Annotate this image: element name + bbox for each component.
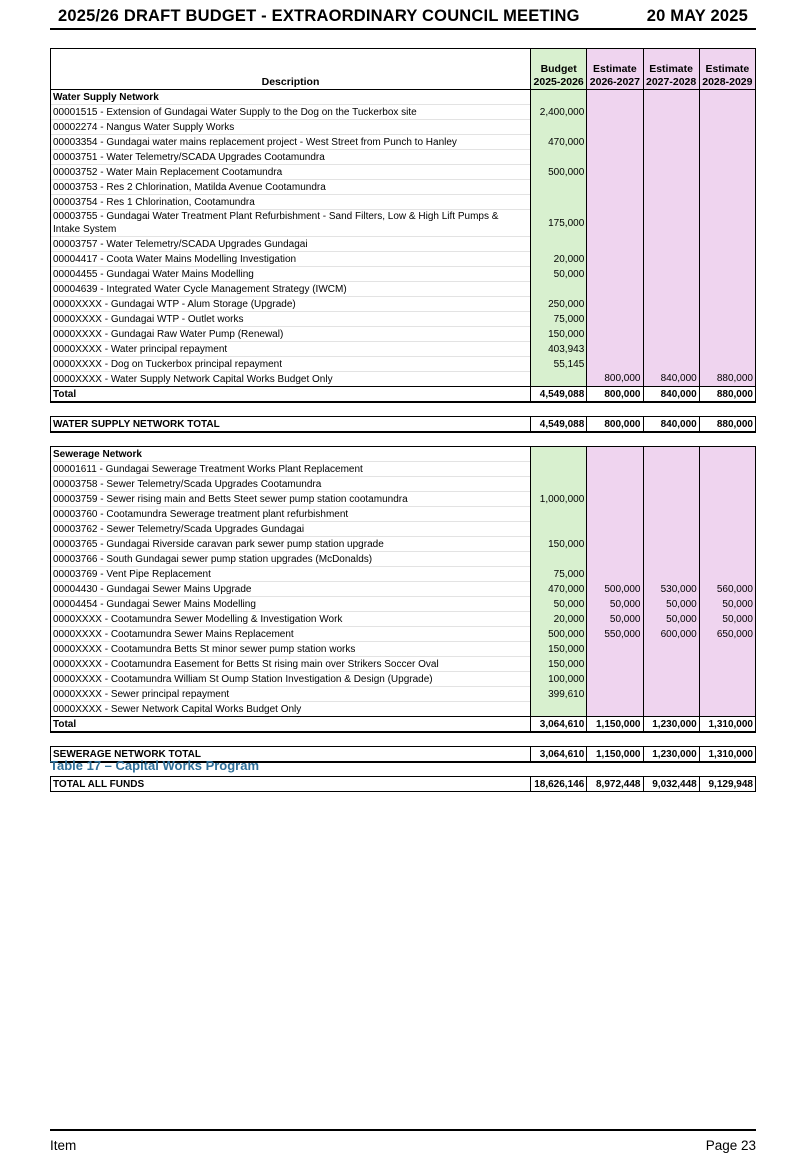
row-estimate-3 — [699, 342, 755, 357]
row-estimate-3 — [699, 687, 755, 702]
row-estimate-2 — [643, 552, 699, 567]
sewer-title-estimate-3-cell — [699, 447, 755, 462]
water-grand-total-e1: 800,000 — [587, 417, 643, 433]
row-estimate-3 — [699, 537, 755, 552]
sewer-section — [51, 447, 756, 777]
row-estimate-3: 50,000 — [699, 612, 755, 627]
row-estimate-1 — [587, 165, 643, 180]
col-header-budget — [531, 49, 587, 90]
row-estimate-3 — [699, 195, 755, 210]
row-budget: 75,000 — [531, 567, 587, 582]
total-all-funds-label: TOTAL ALL FUNDS — [51, 777, 531, 792]
row-budget: 175,000 — [531, 210, 587, 237]
row-estimate-1 — [587, 135, 643, 150]
sewer-grand-total-label: SEWERAGE NETWORK TOTAL — [51, 747, 531, 763]
row-estimate-3: 650,000 — [699, 627, 755, 642]
row-estimate-3 — [699, 267, 755, 282]
table-row — [51, 492, 756, 507]
table-row — [51, 120, 756, 135]
row-estimate-2 — [643, 195, 699, 210]
col-header-estimate-2 — [643, 49, 699, 90]
sewer-total-row — [51, 717, 756, 733]
row-estimate-2 — [643, 237, 699, 252]
row-budget: 100,000 — [531, 672, 587, 687]
row-estimate-1 — [587, 522, 643, 537]
row-estimate-2 — [643, 252, 699, 267]
row-description: 00003757 - Water Telemetry/SCADA Upgrades Gundagai — [51, 237, 531, 252]
sewer-title-estimate-1-cell — [587, 447, 643, 462]
row-estimate-3 — [699, 180, 755, 195]
row-estimate-2 — [643, 282, 699, 297]
row-estimate-1 — [587, 312, 643, 327]
row-estimate-1 — [587, 552, 643, 567]
row-estimate-2: 50,000 — [643, 612, 699, 627]
row-budget: 150,000 — [531, 537, 587, 552]
row-budget — [531, 237, 587, 252]
water-gap-after-cell — [51, 432, 756, 447]
row-budget — [531, 477, 587, 492]
sewer-total-e1: 1,150,000 — [587, 717, 643, 733]
row-estimate-3 — [699, 567, 755, 582]
water-gap-after-row — [51, 432, 756, 447]
col-header-estimate-3-line1: Estimate — [705, 63, 750, 75]
row-estimate-3 — [699, 165, 755, 180]
row-estimate-2 — [643, 522, 699, 537]
row-estimate-1: 50,000 — [587, 597, 643, 612]
row-estimate-2 — [643, 327, 699, 342]
row-estimate-2 — [643, 135, 699, 150]
row-budget: 150,000 — [531, 657, 587, 672]
table-caption: Table 17 – Capital Works Program — [50, 758, 260, 773]
water-grand-total-b: 4,549,088 — [531, 417, 587, 433]
table-row — [51, 522, 756, 537]
row-estimate-1 — [587, 342, 643, 357]
sewer-gap-row — [51, 732, 756, 747]
table-row — [51, 537, 756, 552]
row-description: 00003758 - Sewer Telemetry/Scada Upgrades Cootamundra — [51, 477, 531, 492]
sewer-title-row — [51, 447, 756, 462]
table-row — [51, 477, 756, 492]
row-estimate-3 — [699, 282, 755, 297]
row-description: 0000XXXX - Sewer principal repayment — [51, 687, 531, 702]
water-title-estimate-3-cell — [699, 90, 755, 105]
water-gap-cell — [51, 402, 756, 417]
document-title: 2025/26 DRAFT BUDGET - EXTRAORDINARY COUNCIL MEETING — [58, 7, 580, 25]
row-estimate-1 — [587, 120, 643, 135]
row-estimate-1 — [587, 687, 643, 702]
page-number: Page 23 — [705, 1138, 756, 1153]
row-description: 0000XXXX - Water Supply Network Capital Works Budget Only — [51, 372, 531, 387]
row-description: 00003354 - Gundagai water mains replacement project - West Street from Punch to Hanley — [51, 135, 531, 150]
row-estimate-2: 600,000 — [643, 627, 699, 642]
col-header-estimate-1-line1: Estimate — [592, 63, 637, 75]
sewer-gap-cell — [51, 732, 756, 747]
row-estimate-3 — [699, 522, 755, 537]
sewer-total-e2: 1,230,000 — [643, 717, 699, 733]
row-estimate-3 — [699, 150, 755, 165]
row-description: 0000XXXX - Cootamundra William St Oump Station Investigation & Design (Upgrade) — [51, 672, 531, 687]
row-budget: 20,000 — [531, 252, 587, 267]
row-estimate-2 — [643, 357, 699, 372]
row-description: 00003769 - Vent Pipe Replacement — [51, 567, 531, 582]
row-budget: 399,610 — [531, 687, 587, 702]
table-row — [51, 372, 756, 387]
row-estimate-1 — [587, 537, 643, 552]
col-header-description: Description — [51, 49, 531, 90]
row-estimate-1 — [587, 657, 643, 672]
table-row — [51, 627, 756, 642]
row-estimate-2 — [643, 120, 699, 135]
row-estimate-2 — [643, 657, 699, 672]
row-estimate-3 — [699, 135, 755, 150]
row-estimate-1 — [587, 357, 643, 372]
row-estimate-1 — [587, 267, 643, 282]
row-estimate-2 — [643, 537, 699, 552]
row-description: 00003751 - Water Telemetry/SCADA Upgrades Cootamundra — [51, 150, 531, 165]
row-estimate-2 — [643, 105, 699, 120]
table-row — [51, 657, 756, 672]
table-row — [51, 342, 756, 357]
row-estimate-2 — [643, 702, 699, 717]
table-row — [51, 687, 756, 702]
table-row — [51, 252, 756, 267]
row-description: 00001611 - Gundagai Sewerage Treatment Works Plant Replacement — [51, 462, 531, 477]
table-row — [51, 135, 756, 150]
row-budget — [531, 702, 587, 717]
row-estimate-2 — [643, 165, 699, 180]
row-estimate-1 — [587, 702, 643, 717]
row-budget: 500,000 — [531, 165, 587, 180]
row-budget: 150,000 — [531, 642, 587, 657]
table-row — [51, 297, 756, 312]
water-title-estimate-2-cell — [643, 90, 699, 105]
sewer-total-label: Total — [51, 717, 531, 733]
row-estimate-2 — [643, 492, 699, 507]
row-description: 00003765 - Gundagai Riverside caravan park sewer pump station upgrade — [51, 537, 531, 552]
total-all-funds-estimate-1: 8,972,448 — [587, 777, 643, 792]
row-estimate-3 — [699, 105, 755, 120]
row-estimate-2 — [643, 267, 699, 282]
col-header-estimate-2-line2: 2027-2028 — [646, 76, 697, 88]
row-budget — [531, 195, 587, 210]
sewer-section-title: Sewerage Network — [51, 447, 531, 462]
row-estimate-3 — [699, 657, 755, 672]
row-estimate-1: 50,000 — [587, 612, 643, 627]
row-description: 00003753 - Res 2 Chlorination, Matilda Avenue Cootamundra — [51, 180, 531, 195]
row-budget — [531, 180, 587, 195]
row-budget — [531, 462, 587, 477]
total-all-funds-estimate-2: 9,032,448 — [643, 777, 699, 792]
row-budget: 250,000 — [531, 297, 587, 312]
row-estimate-1 — [587, 150, 643, 165]
row-estimate-1 — [587, 462, 643, 477]
table-row — [51, 672, 756, 687]
row-estimate-3 — [699, 357, 755, 372]
row-estimate-3 — [699, 702, 755, 717]
row-estimate-2 — [643, 642, 699, 657]
row-description: 00002274 - Nangus Water Supply Works — [51, 120, 531, 135]
row-budget: 1,000,000 — [531, 492, 587, 507]
col-header-estimate-1-line2: 2026-2027 — [589, 76, 640, 88]
row-budget: 403,943 — [531, 342, 587, 357]
table-row — [51, 327, 756, 342]
col-header-budget-line2: 2025-2026 — [533, 76, 584, 88]
sewer-total-e3: 1,310,000 — [699, 717, 755, 733]
sewer-title-budget-cell — [531, 447, 587, 462]
row-description: 0000XXXX - Cootamundra Betts St minor sewer pump station works — [51, 642, 531, 657]
row-budget: 500,000 — [531, 627, 587, 642]
row-estimate-2 — [643, 180, 699, 195]
row-budget: 50,000 — [531, 267, 587, 282]
row-estimate-3 — [699, 492, 755, 507]
row-estimate-1 — [587, 210, 643, 237]
row-budget — [531, 120, 587, 135]
row-estimate-2 — [643, 687, 699, 702]
row-estimate-3 — [699, 477, 755, 492]
table-row — [51, 237, 756, 252]
sewer-grand-total-e1: 1,150,000 — [587, 747, 643, 763]
table-row — [51, 267, 756, 282]
table-row — [51, 165, 756, 180]
table-row — [51, 210, 756, 237]
row-budget: 470,000 — [531, 582, 587, 597]
table-row — [51, 312, 756, 327]
row-estimate-2 — [643, 342, 699, 357]
row-estimate-2 — [643, 312, 699, 327]
sewer-grand-total-b: 3,064,610 — [531, 747, 587, 763]
table-row — [51, 105, 756, 120]
row-budget — [531, 282, 587, 297]
water-title-estimate-1-cell — [587, 90, 643, 105]
row-description: 0000XXXX - Dog on Tuckerbox principal repayment — [51, 357, 531, 372]
row-estimate-2 — [643, 507, 699, 522]
row-description: 0000XXXX - Gundagai Raw Water Pump (Renewal) — [51, 327, 531, 342]
row-estimate-2: 530,000 — [643, 582, 699, 597]
total-all-funds-budget: 18,626,146 — [531, 777, 587, 792]
row-estimate-1: 550,000 — [587, 627, 643, 642]
table-row — [51, 462, 756, 477]
table-row — [51, 195, 756, 210]
water-grand-total-e3: 880,000 — [699, 417, 755, 433]
table-header-row — [51, 49, 756, 90]
row-estimate-1 — [587, 492, 643, 507]
row-estimate-1 — [587, 297, 643, 312]
table-row — [51, 150, 756, 165]
water-total-e2: 840,000 — [643, 387, 699, 403]
row-description: 00003759 - Sewer rising main and Betts Steet sewer pump station cootamundra — [51, 492, 531, 507]
col-header-estimate-3-line2: 2028-2029 — [702, 76, 753, 88]
col-header-estimate-3 — [699, 49, 755, 90]
table-row — [51, 612, 756, 627]
row-description: 00003760 - Cootamundra Sewerage treatment plant refurbishment — [51, 507, 531, 522]
row-estimate-1 — [587, 195, 643, 210]
row-estimate-2 — [643, 462, 699, 477]
row-budget: 55,145 — [531, 357, 587, 372]
table-row — [51, 180, 756, 195]
row-budget: 150,000 — [531, 327, 587, 342]
row-budget — [531, 150, 587, 165]
table-row — [51, 507, 756, 522]
row-estimate-3 — [699, 237, 755, 252]
row-description: 0000XXXX - Gundagai WTP - Alum Storage (Upgrade) — [51, 297, 531, 312]
sewer-grand-total-e3: 1,310,000 — [699, 747, 755, 763]
total-all-funds-estimate-3: 9,129,948 — [699, 777, 755, 792]
row-estimate-3 — [699, 672, 755, 687]
row-budget — [531, 372, 587, 387]
table-row — [51, 702, 756, 717]
row-estimate-3: 50,000 — [699, 597, 755, 612]
table-row — [51, 597, 756, 612]
row-estimate-2 — [643, 477, 699, 492]
row-estimate-2: 840,000 — [643, 372, 699, 387]
row-budget — [531, 522, 587, 537]
row-estimate-1 — [587, 327, 643, 342]
row-estimate-1 — [587, 642, 643, 657]
row-description: 0000XXXX - Gundagai WTP - Outlet works — [51, 312, 531, 327]
row-description: 00001515 - Extension of Gundagai Water Supply to the Dog on the Tuckerbox site — [51, 105, 531, 120]
all-funds-section — [51, 777, 756, 792]
table-row — [51, 567, 756, 582]
row-budget: 470,000 — [531, 135, 587, 150]
capital-works-table-wrapper — [50, 48, 756, 792]
row-estimate-3 — [699, 462, 755, 477]
row-budget: 20,000 — [531, 612, 587, 627]
row-estimate-3 — [699, 327, 755, 342]
row-estimate-1 — [587, 507, 643, 522]
row-description: 0000XXXX - Sewer Network Capital Works Budget Only — [51, 702, 531, 717]
row-estimate-1 — [587, 477, 643, 492]
sewer-total-b: 3,064,610 — [531, 717, 587, 733]
row-description: 00003754 - Res 1 Chlorination, Cootamundra — [51, 195, 531, 210]
row-description: 0000XXXX - Water principal repayment — [51, 342, 531, 357]
meeting-date: 20 MAY 2025 — [646, 7, 748, 25]
row-estimate-2: 50,000 — [643, 597, 699, 612]
row-estimate-2 — [643, 672, 699, 687]
row-estimate-1: 500,000 — [587, 582, 643, 597]
row-description: 00004430 - Gundagai Sewer Mains Upgrade — [51, 582, 531, 597]
water-title-row — [51, 90, 756, 105]
row-estimate-1 — [587, 672, 643, 687]
col-header-budget-line1: Budget — [540, 63, 577, 75]
row-description: 00003752 - Water Main Replacement Cootamundra — [51, 165, 531, 180]
row-description: 0000XXXX - Cootamundra Sewer Mains Replacement — [51, 627, 531, 642]
table-row — [51, 552, 756, 567]
row-estimate-2 — [643, 210, 699, 237]
row-estimate-3 — [699, 642, 755, 657]
water-gap-row — [51, 402, 756, 417]
row-description: 00004454 - Gundagai Sewer Mains Modelling — [51, 597, 531, 612]
row-description: 0000XXXX - Cootamundra Easement for Betts St rising main over Strikers Soccer Oval — [51, 657, 531, 672]
row-description: 00003755 - Gundagai Water Treatment Plant Refurbishment - Sand Filters, Low & High Lift Pumps & Intake System — [51, 210, 531, 237]
sewer-title-estimate-2-cell — [643, 447, 699, 462]
row-budget: 50,000 — [531, 597, 587, 612]
row-estimate-3 — [699, 312, 755, 327]
col-header-estimate-2-line1: Estimate — [649, 63, 693, 75]
table-row — [51, 282, 756, 297]
row-estimate-1 — [587, 105, 643, 120]
water-title-budget-cell — [531, 90, 587, 105]
row-description: 00004639 - Integrated Water Cycle Management Strategy (IWCM) — [51, 282, 531, 297]
row-estimate-1 — [587, 567, 643, 582]
row-budget — [531, 552, 587, 567]
water-grand-total-row — [51, 417, 756, 433]
row-estimate-3: 560,000 — [699, 582, 755, 597]
row-estimate-1 — [587, 252, 643, 267]
total-all-funds-row — [51, 777, 756, 792]
row-estimate-3 — [699, 297, 755, 312]
row-budget — [531, 507, 587, 522]
row-estimate-3: 880,000 — [699, 372, 755, 387]
row-estimate-1 — [587, 180, 643, 195]
footer-item-label: Item — [50, 1138, 77, 1153]
row-description: 00003762 - Sewer Telemetry/Scada Upgrades Gundagai — [51, 522, 531, 537]
row-budget: 2,400,000 — [531, 105, 587, 120]
water-total-label: Total — [51, 387, 531, 403]
row-estimate-2 — [643, 567, 699, 582]
row-description: 0000XXXX - Cootamundra Sewer Modelling & Investigation Work — [51, 612, 531, 627]
water-total-row — [51, 387, 756, 403]
table-row — [51, 642, 756, 657]
col-header-estimate-1 — [587, 49, 643, 90]
water-total-b: 4,549,088 — [531, 387, 587, 403]
row-estimate-3 — [699, 120, 755, 135]
row-description: 00004417 - Coota Water Mains Modelling Investigation — [51, 252, 531, 267]
table-row — [51, 357, 756, 372]
row-estimate-1 — [587, 237, 643, 252]
row-budget: 75,000 — [531, 312, 587, 327]
row-description: 00003766 - South Gundagai sewer pump station upgrades (McDonalds) — [51, 552, 531, 567]
row-estimate-2 — [643, 297, 699, 312]
page-footer — [50, 1129, 756, 1153]
row-estimate-3 — [699, 252, 755, 267]
row-estimate-2 — [643, 150, 699, 165]
water-section-title: Water Supply Network — [51, 90, 531, 105]
row-estimate-1 — [587, 282, 643, 297]
page-header — [50, 6, 756, 30]
row-estimate-3 — [699, 507, 755, 522]
water-total-e1: 800,000 — [587, 387, 643, 403]
capital-works-table — [50, 48, 756, 792]
sewer-grand-total-e2: 1,230,000 — [643, 747, 699, 763]
water-grand-total-e2: 840,000 — [643, 417, 699, 433]
row-estimate-3 — [699, 210, 755, 237]
row-estimate-3 — [699, 552, 755, 567]
water-grand-total-label: WATER SUPPLY NETWORK TOTAL — [51, 417, 531, 433]
water-total-e3: 880,000 — [699, 387, 755, 403]
water-section — [51, 90, 756, 447]
row-description: 00004455 - Gundagai Water Mains Modelling — [51, 267, 531, 282]
table-row — [51, 582, 756, 597]
row-estimate-1: 800,000 — [587, 372, 643, 387]
